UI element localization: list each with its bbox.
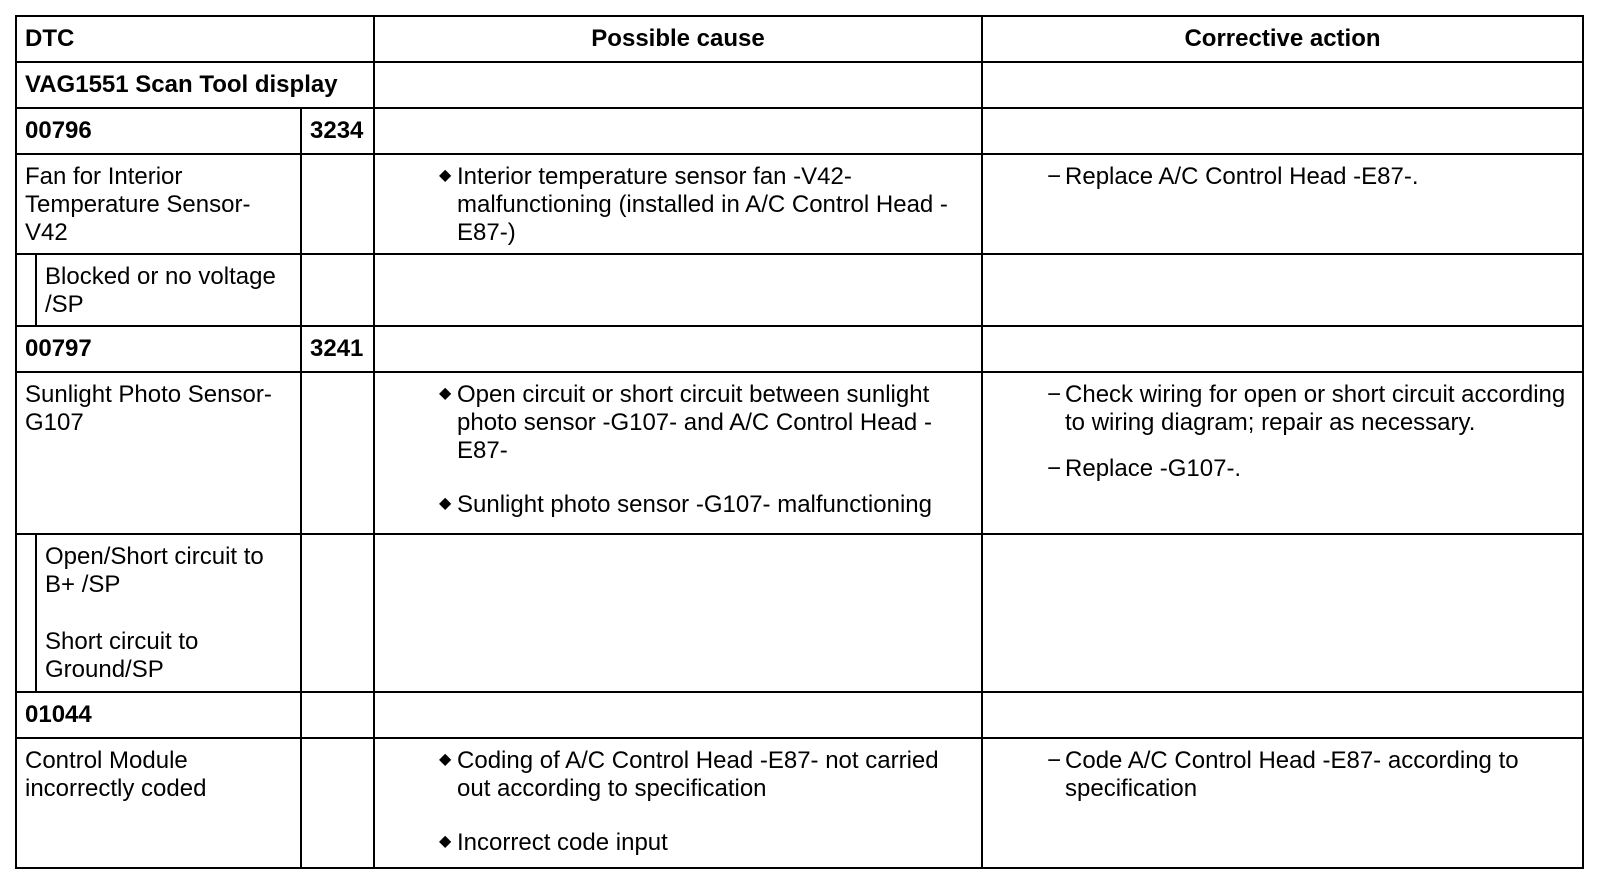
dtc-code-row	[16, 326, 1583, 372]
empty-cell	[374, 254, 982, 326]
empty-cell	[982, 692, 1583, 738]
cause-item	[439, 491, 973, 519]
dtc-sub-code: 3241	[301, 326, 374, 372]
empty-cell	[301, 254, 374, 326]
dtc-code: 00797	[16, 326, 301, 372]
fault-type-cell	[16, 254, 301, 326]
dtc-code: 01044	[16, 692, 301, 738]
corrective-action-cell	[982, 154, 1583, 254]
empty-cell	[374, 534, 982, 692]
header-dtc: DTC	[16, 16, 374, 62]
action-text: Replace -G107-.	[1065, 455, 1242, 482]
fault-type-cell	[16, 534, 301, 692]
bullet-marker: ◆	[439, 385, 452, 402]
cause-item	[439, 829, 973, 857]
corrective-action-cell	[982, 738, 1583, 868]
cause-text: Open circuit or short circuit between sunlight photo sensor -G107- and A/C Control Head -E87-	[457, 381, 932, 464]
dash-marker: −	[1047, 381, 1062, 408]
empty-cell	[374, 326, 982, 372]
empty-cell	[982, 108, 1583, 154]
fault-type-text: Short circuit to Ground/SP	[45, 628, 199, 683]
empty-cell	[982, 326, 1583, 372]
dtc-code-row	[16, 692, 1583, 738]
action-item	[1047, 381, 1574, 437]
cause-text: Sunlight photo sensor -G107- malfunctioning	[457, 491, 932, 518]
empty-cell	[301, 738, 374, 868]
dtc-code: 00796	[16, 108, 301, 154]
corrective-action-cell	[982, 372, 1583, 534]
cause-item	[439, 163, 973, 247]
empty-cell	[982, 62, 1583, 108]
header-corrective-action: Corrective action	[982, 16, 1583, 62]
action-text: Code A/C Control Head -E87- according to specification	[1065, 747, 1519, 802]
cause-text: Incorrect code input	[457, 829, 668, 856]
fault-type-text: Open/Short circuit to B+ /SP	[45, 543, 264, 598]
possible-cause-cell	[374, 154, 982, 254]
empty-cell	[982, 534, 1583, 692]
cause-item	[439, 747, 973, 803]
bullet-marker: ◆	[439, 833, 452, 850]
dash-marker: −	[1047, 747, 1062, 774]
dash-marker: −	[1047, 163, 1062, 190]
empty-cell	[374, 62, 982, 108]
action-text: Replace A/C Control Head -E87-.	[1065, 163, 1419, 190]
dtc-sub-code: 3234	[301, 108, 374, 154]
empty-cell	[301, 372, 374, 534]
action-item	[1047, 455, 1574, 483]
dash-marker: −	[1047, 455, 1062, 482]
dtc-detail-row	[16, 154, 1583, 254]
empty-cell	[301, 534, 374, 692]
cause-item	[439, 381, 973, 465]
bullet-marker: ◆	[439, 751, 452, 768]
possible-cause-cell	[374, 372, 982, 534]
fault-type-list	[35, 535, 300, 691]
dtc-code-row	[16, 108, 1583, 154]
fault-type-text: Blocked or no voltage /SP	[35, 255, 300, 325]
component-name: Sunlight Photo Sensor-G107	[16, 372, 301, 534]
cause-text: Interior temperature sensor fan -V42- malfunctioning (installed in A/C Control Head -E87-)	[457, 163, 948, 246]
empty-cell	[982, 254, 1583, 326]
dtc-sub-code	[301, 692, 374, 738]
empty-cell	[301, 154, 374, 254]
component-name: Control Module incorrectly coded	[16, 738, 301, 868]
cause-text: Coding of A/C Control Head -E87- not carried out according to specification	[457, 747, 939, 802]
bullet-marker: ◆	[439, 495, 452, 512]
empty-cell	[374, 692, 982, 738]
header-row	[16, 16, 1583, 62]
action-text: Check wiring for open or short circuit according to wiring diagram; repair as necessary.	[1065, 381, 1566, 436]
fault-type-row	[16, 534, 1583, 692]
empty-cell	[374, 108, 982, 154]
scan-tool-row	[16, 62, 1583, 108]
dtc-detail-row	[16, 372, 1583, 534]
dtc-table	[15, 15, 1584, 869]
action-item	[1047, 747, 1574, 803]
scan-tool-display-label: VAG1551 Scan Tool display	[16, 62, 374, 108]
possible-cause-cell	[374, 738, 982, 868]
action-item	[1047, 163, 1574, 191]
dtc-detail-row	[16, 738, 1583, 868]
component-name: Fan for Interior Temperature Sensor-V42	[16, 154, 301, 254]
header-possible-cause: Possible cause	[374, 16, 982, 62]
bullet-marker: ◆	[439, 167, 452, 184]
fault-type-row	[16, 254, 1583, 326]
